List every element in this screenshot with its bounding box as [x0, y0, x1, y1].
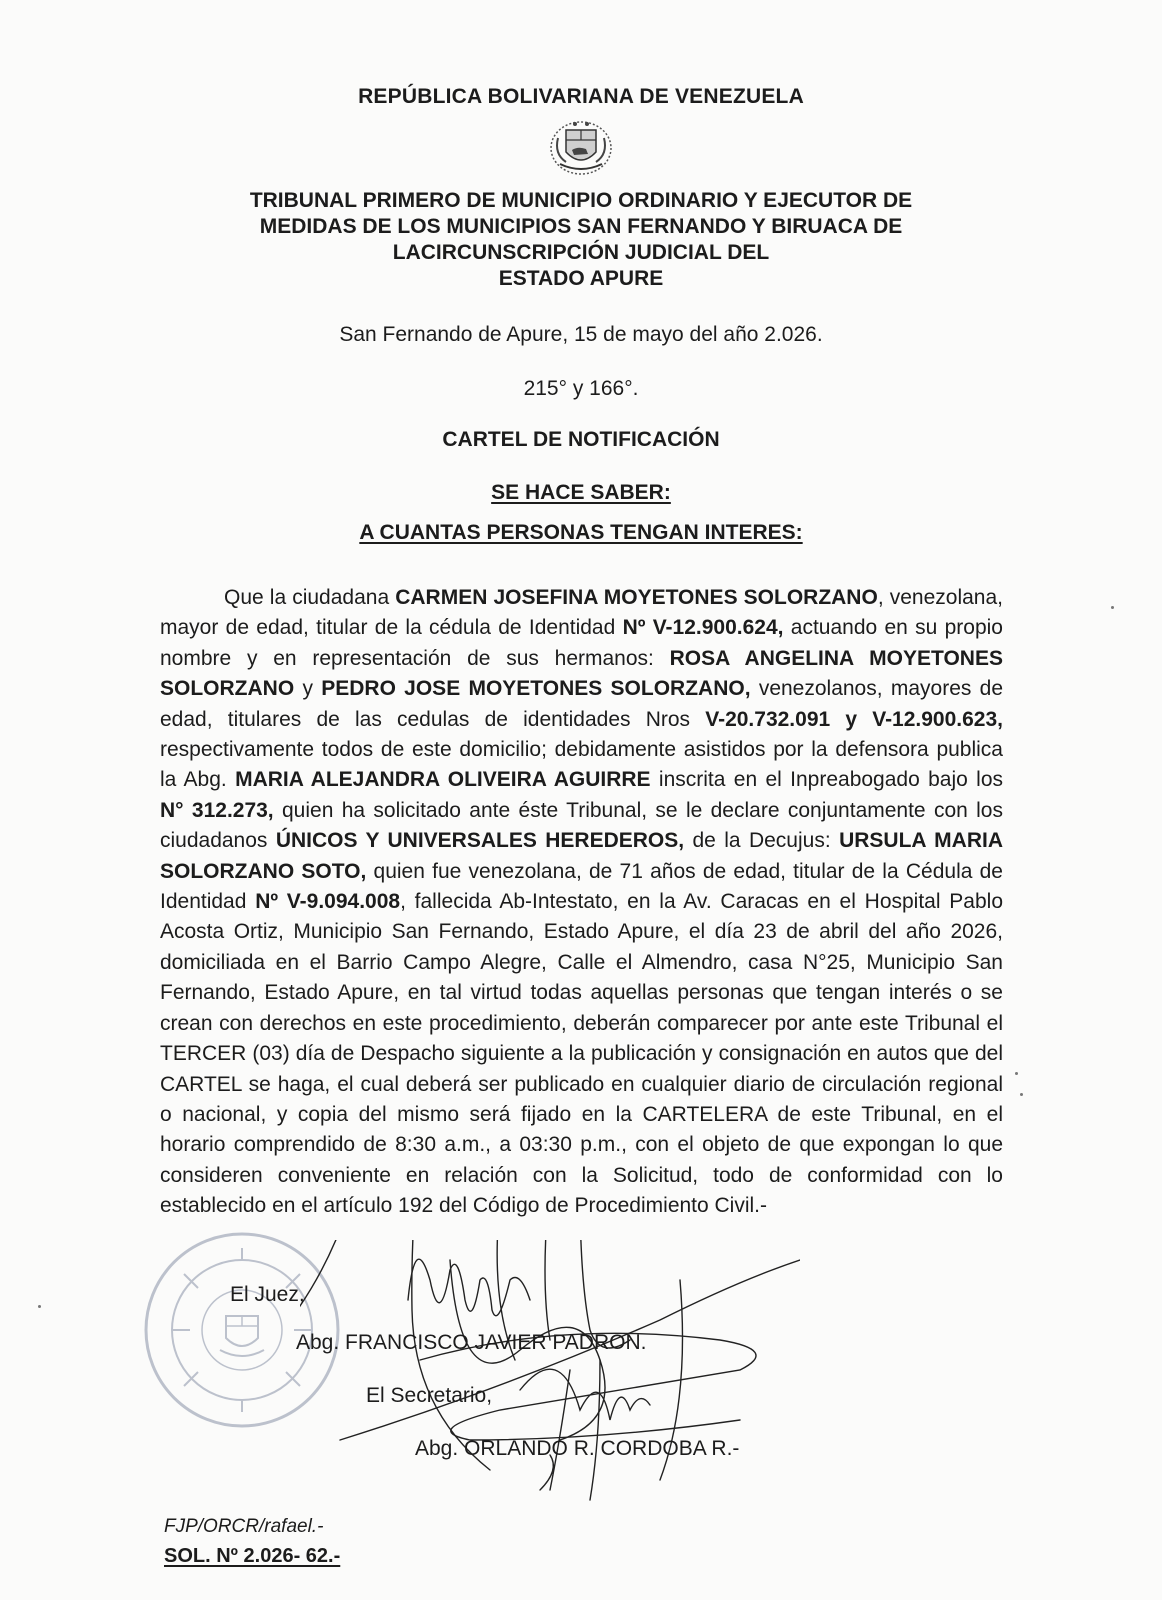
bold-text-segment: ROSA ANGELINA MOYETONES SOLORZANO [160, 646, 1003, 701]
bold-text-segment: V-20.732.091 y V-12.900.623, [705, 707, 1003, 731]
tribunal-line: ESTADO APURE [498, 267, 664, 290]
text-segment: de la Decujus: [684, 829, 840, 853]
initials-reference: FJP/ORCR/rafael.- [164, 1516, 324, 1537]
text-segment: , fallecida Ab-Intestato, en la Av. Caracas en el Hospital Pablo Acosta Ortiz, Municipio San Fernando, Estado Apure, el día 23 de abril del año 2026, domiciliada en el Barrio Campo Alegre, Calle el Almendro, casa N°25, Municipio San Fernando, Estado Apure, en tal virtud todas aquellas personas que tengan interés o se crean con derechos en este procedimiento, deberán comparecer por ante este Tribunal el TERCER (03) día de Despacho siguiente a la publicación y consignación en autos que del CARTEL se haga, el cual deberá ser publicado en cualquier diario de circulación regional o nacional, y copia del mismo será fijado en la CARTELERA de este Tribunal, en el horario comprendido de 8:30 a.m., a 03:30 p.m., con el objeto de que expongan lo que consideren conveniente en relación con la Solicitud, todo de conformidad con lo establecido en el artículo 192 del Código de Procedimiento Civil.- [160, 890, 1003, 1218]
document-title: CARTEL DE NOTIFICACIÓN [442, 428, 720, 451]
judge-label: El Juez, [230, 1283, 305, 1306]
years-line: 215° y 166°. [523, 377, 639, 400]
scan-speck [1015, 1072, 1018, 1075]
tribunal-line: MEDIDAS DE LOS MUNICIPIOS SAN FERNANDO Y BIRUACA DE [259, 215, 903, 238]
secretary-name: Abg. ORLANDO R. CORDOBA R.- [415, 1437, 740, 1460]
text-segment: venezolanos, mayores de edad, titulares de las cedulas de identidades Nros [160, 677, 1003, 731]
notice-body-paragraph [160, 583, 1003, 1222]
tribunal-heading [0, 188, 1162, 292]
scan-speck [1020, 1093, 1023, 1096]
text-segment: , venezolana, mayor de edad, titular de la cédula de Identidad [160, 586, 1003, 640]
solicitud-number: SOL. Nº 2.026- 62.- [164, 1545, 341, 1567]
scan-speck [1111, 606, 1114, 609]
country-heading: REPÚBLICA BOLIVARIANA DE VENEZUELA [358, 85, 804, 108]
handwritten-signatures [300, 1240, 800, 1510]
scan-speck [38, 1305, 41, 1308]
text-segment: y [294, 677, 322, 701]
se-hace-saber-heading: SE HACE SABER: [491, 481, 671, 504]
bold-text-segment: N° 312.273, [160, 798, 274, 822]
tribunal-line: LACIRCUNSCRIPCIÓN JUDICIAL DEL [392, 241, 770, 264]
bold-text-segment: ÚNICOS Y UNIVERSALES HEREDEROS, [275, 829, 685, 853]
secretary-label: El Secretario, [366, 1384, 493, 1407]
bold-text-segment: URSULA MARIA SOLORZANO SOTO, [160, 829, 1003, 883]
text-segment: respectivamente todos de este domicilio; debidamente asistidos por la defensora publica la Abg. [160, 738, 1003, 792]
text-segment: actuando en su propio nombre y en representación de sus hermanos: [160, 616, 1003, 670]
bold-text-segment: PEDRO JOSE MOYETONES SOLORZANO, [321, 677, 751, 701]
a-cuantas-heading: A CUANTAS PERSONAS TENGAN INTERES: [359, 521, 803, 544]
text-segment: Que la ciudadana [224, 586, 396, 609]
place-date: San Fernando de Apure, 15 de mayo del año 2.026. [339, 323, 823, 346]
bold-text-segment: MARIA ALEJANDRA OLIVEIRA AGUIRRE [235, 768, 651, 792]
tribunal-line: TRIBUNAL PRIMERO DE MUNICIPIO ORDINARIO Y EJECUTOR DE [249, 189, 913, 212]
judge-name: Abg. FRANCISCO JAVIER PADRON. [296, 1331, 647, 1354]
text-segment: quien fue venezolana, de 71 años de edad, titular de la Cédula de Identidad [160, 859, 1003, 914]
bold-text-segment: Nº V-12.900.624, [622, 616, 784, 640]
coat-of-arms-icon [548, 118, 614, 178]
text-segment: quien ha solicitado ante éste Tribunal, se le declare conjuntamente con los ciudadanos [160, 798, 1003, 853]
bold-text-segment: Nº V-9.094.008 [255, 890, 401, 914]
bold-text-segment: CARMEN JOSEFINA MOYETONES SOLORZANO [395, 586, 878, 609]
text-segment: inscrita en el Inpreabogado bajo los [650, 768, 1003, 792]
